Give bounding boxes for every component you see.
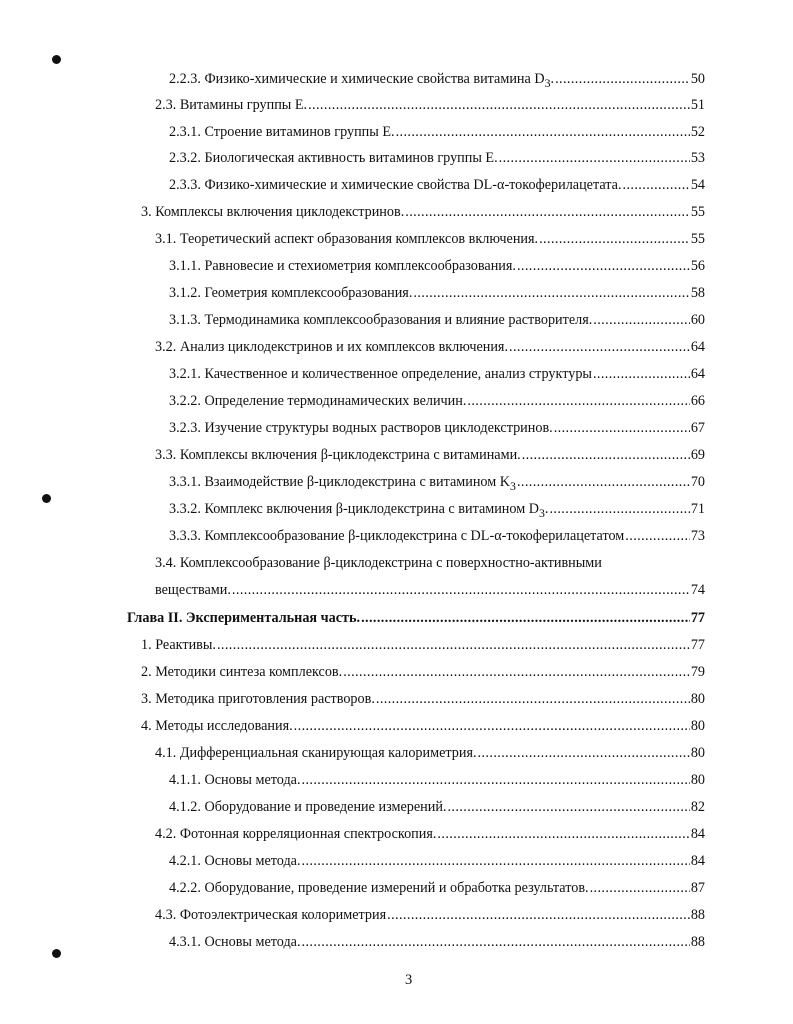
toc-entry-title: 2.3.1. Строение витаминов группы E. [169, 124, 395, 140]
toc-entry [169, 796, 705, 818]
toc-entry-page: 80 [690, 718, 705, 734]
toc-entry-title: 2. Методики синтеза комплексов. [141, 664, 343, 680]
toc-entry-title: 4.2. Фотонная корреляционная спектроскопия. [155, 826, 437, 842]
toc-entry [155, 94, 705, 116]
toc-entry-page: 70 [690, 474, 705, 490]
toc-entry-page: 88 [690, 907, 705, 923]
toc-entry [169, 877, 705, 899]
toc-entry-page: 60 [690, 312, 705, 328]
toc-chapter-heading [127, 607, 705, 629]
toc-entry-page: 80 [690, 691, 705, 707]
toc-entry-page: 87 [690, 880, 705, 896]
toc-entry-page: 54 [690, 177, 705, 193]
page-number: 3 [405, 972, 413, 988]
punch-hole-middle [42, 494, 51, 503]
punch-hole-bottom [52, 949, 61, 958]
toc-entry-page: 88 [690, 934, 705, 950]
toc-entry [155, 228, 705, 250]
toc-entry-page: 80 [690, 772, 705, 788]
toc-entry [169, 174, 705, 196]
toc-entry [169, 147, 705, 169]
toc-entry-title: 3.1. Теоретический аспект образования комплексов включения. [155, 231, 539, 247]
toc-entry-title: 3.1.3. Термодинамика комплексообразования и влияние растворителя. [169, 312, 593, 328]
toc-entry-page: 71 [690, 501, 705, 517]
toc-entry [169, 769, 705, 791]
toc-entry-page: 79 [690, 664, 705, 680]
toc-entry [169, 471, 705, 493]
toc-entry-title: 2.3.3. Физико-химические и химические свойства DL-α-токоферилацетата. [169, 177, 622, 193]
toc-entry-page: 55 [690, 231, 705, 247]
toc-entry-title: 3.3. Комплексы включения β-циклодекстрина с витаминами. [155, 447, 521, 463]
toc-entry-title: 3.3.3. Комплексообразование β-циклодекстрина с DL-α-токоферилацетатом [169, 528, 625, 544]
toc-entry-page: 52 [690, 124, 705, 140]
toc-entry-page: 51 [690, 97, 705, 113]
toc-entry [169, 68, 705, 90]
toc-entry [169, 363, 705, 385]
toc-entry [141, 715, 705, 737]
toc-entry-page: 84 [690, 826, 705, 842]
toc-entry [155, 579, 705, 601]
toc-entry-page: 73 [690, 528, 705, 544]
toc-entry-title: 3.3.1. Взаимодействие β-циклодекстрина с витамином $K_3$ [169, 474, 516, 493]
toc-entry-title: 4.2.2. Оборудование, проведение измерений и обработка результатов. [169, 880, 589, 896]
toc-entry-page: 77 [690, 637, 705, 653]
toc-entry-title: 4.1.1. Основы метода. [169, 772, 301, 788]
toc-entry-title: 4.3. Фотоэлектрическая колориметрия [155, 907, 387, 923]
toc-entry-page: 67 [690, 420, 705, 436]
toc-entry-title: 2.2.3. Физико-химические и химические свойства витамина $D_3$. [169, 71, 555, 90]
toc-entry-page: 84 [690, 853, 705, 869]
toc-entry-title: Глава II. Экспериментальная часть. [127, 610, 361, 626]
toc-entry-page: 74 [690, 582, 705, 598]
toc-entry-title: 2.3.2. Биологическая активность витаминов группы E. [169, 150, 498, 166]
toc-entry-title: 3. Комплексы включения циклодекстринов. [141, 204, 405, 220]
toc-entry-continued: 3.4. Комплексообразование β-циклодекстрина с поверхностно-активными [155, 555, 602, 571]
toc-entry-title: 4.2.1. Основы метода. [169, 853, 301, 869]
toc-entry-title: 3.2.1. Качественное и количественное определение, анализ структуры [169, 366, 592, 382]
toc-entry-title: 3. Методика приготовления растворов. [141, 691, 375, 707]
toc-entry [155, 823, 705, 845]
toc-entry [155, 336, 705, 358]
toc-entry-title: 4.3.1. Основы метода. [169, 934, 301, 950]
toc-entry-title: 1. Реактивы. [141, 637, 216, 653]
toc-entry-page: 53 [690, 150, 705, 166]
toc-entry-title: 4. Методы исследования. [141, 718, 293, 734]
toc-entry-page: 80 [690, 745, 705, 761]
toc-entry-page: 66 [690, 393, 705, 409]
toc-entry [169, 525, 705, 547]
toc-entry [141, 688, 705, 710]
punch-hole-top [52, 55, 61, 64]
toc-entry-title: 3.2. Анализ циклодекстринов и их комплексов включения. [155, 339, 509, 355]
toc-entry [155, 742, 705, 764]
toc-entry-page: 64 [690, 366, 705, 382]
toc-entry-page: 64 [690, 339, 705, 355]
toc-entry-page: 69 [690, 447, 705, 463]
toc-entry [155, 444, 705, 466]
toc-entry-page: 58 [690, 285, 705, 301]
toc-entry-title: 3.3.2. Комплекс включения β-циклодекстрина с витамином $D_3$. [169, 501, 549, 520]
toc-entry [169, 498, 705, 520]
toc-entry [169, 417, 705, 439]
toc-entry-page: 82 [690, 799, 705, 815]
toc-entry [169, 309, 705, 331]
toc-entry-title: 3.2.2. Определение термодинамических величин. [169, 393, 467, 409]
toc-entry-title: 3.2.3. Изучение структуры водных растворов циклодекстринов. [169, 420, 553, 436]
toc-entry [169, 850, 705, 872]
toc-entry [169, 931, 705, 953]
toc-entry [169, 255, 705, 277]
toc-entry [141, 201, 705, 223]
toc-entry-title: 2.3. Витамины группы E. [155, 97, 308, 113]
toc-entry-page: 55 [690, 204, 705, 220]
toc-entry-title: 3.1.2. Геометрия комплексообразования. [169, 285, 413, 301]
toc-entry [169, 390, 705, 412]
toc-entry [169, 121, 705, 143]
toc-entry-title: 3.1.1. Равновесие и стехиометрия комплексообразования. [169, 258, 516, 274]
toc-entry-page: 56 [690, 258, 705, 274]
toc-entry [141, 634, 705, 656]
toc-entry-page: 50 [690, 71, 705, 87]
toc-entry [155, 904, 705, 926]
toc-entry [141, 661, 705, 683]
toc-entry-title: 4.1. Дифференциальная сканирующая калориметрия. [155, 745, 477, 761]
toc-entry [169, 282, 705, 304]
toc-entry-title: 4.1.2. Оборудование и проведение измерений. [169, 799, 447, 815]
toc-entry-page: 77 [690, 610, 705, 626]
toc-entry-title: веществами. [155, 582, 231, 598]
